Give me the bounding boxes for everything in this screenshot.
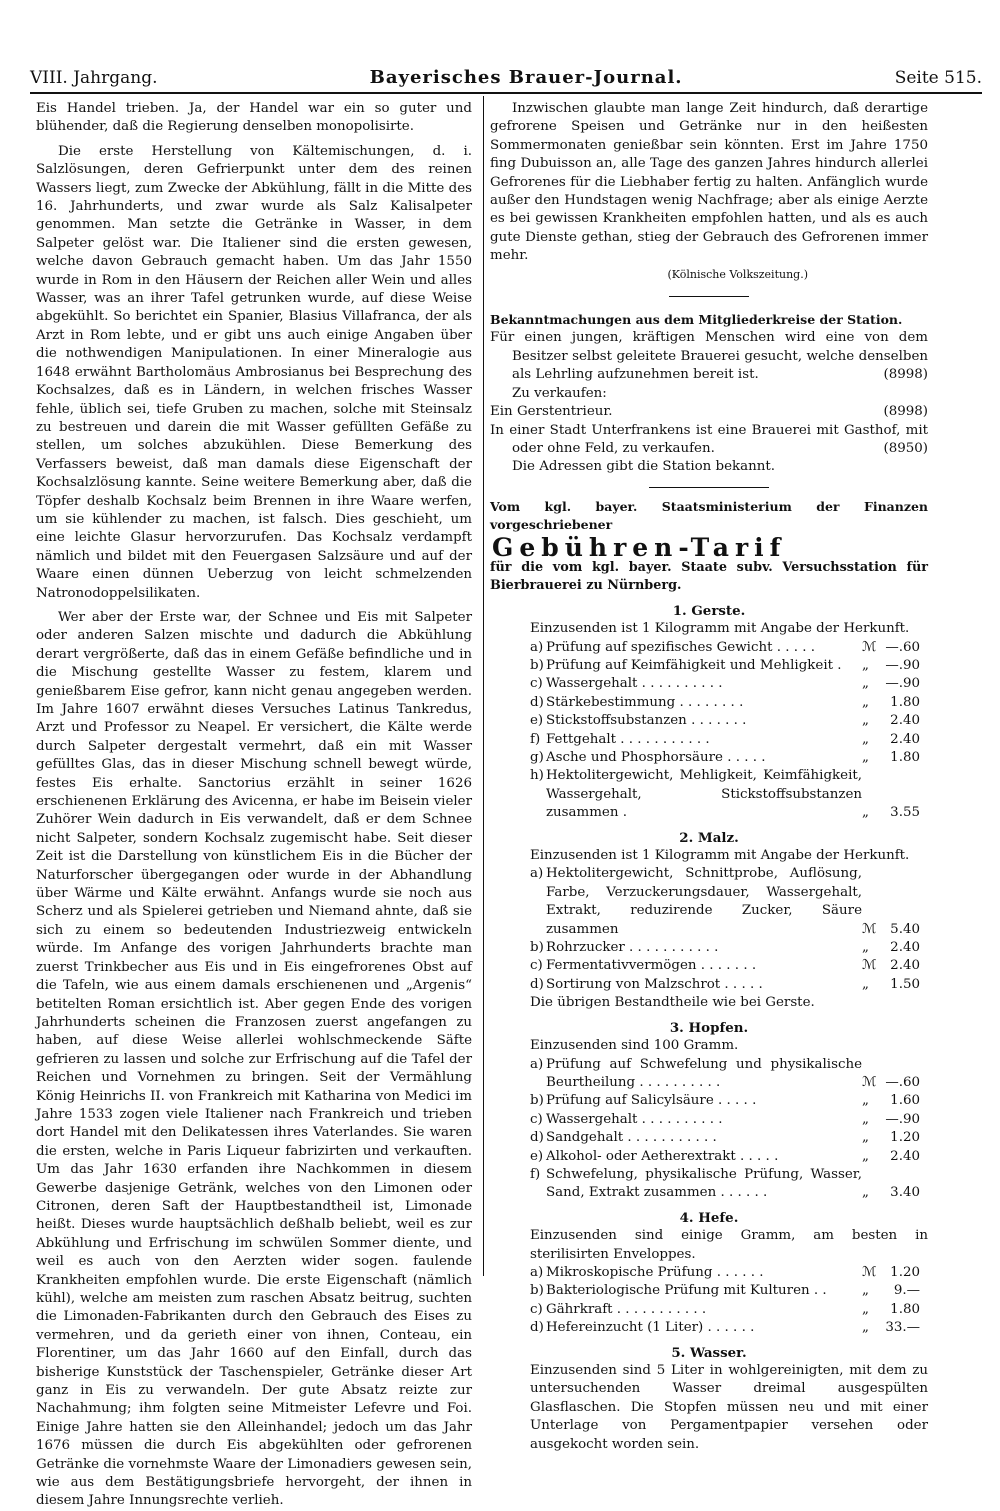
article-paragraph: Eis Handel trieben. Ja, der Handel war ein so guter und blühender, daß die Regierung denselben monopolisirte. [36, 101, 472, 135]
tarif-item-label: Gährkraft . . . . . . . . . . . [546, 1301, 707, 1317]
tarif-section-intro: Einzusenden sind 100 Gramm. [530, 1038, 739, 1054]
tarif-item [490, 767, 928, 822]
tarif-item-currency: „ [862, 1111, 869, 1127]
tarif-item [490, 976, 928, 994]
tarif-item-key: b) [530, 1283, 544, 1299]
tarif-item-key: c) [530, 958, 543, 974]
tarif-item-price: 2.40 [890, 1148, 920, 1164]
tarif-item-price: 1.80 [890, 694, 920, 710]
tarif-item-currency: „ [862, 676, 869, 692]
tarif-item-key: g) [530, 750, 544, 765]
article-source: (Kölnische Volkszeitung.) [667, 267, 808, 281]
tarif-item-label: Hefereinzucht (1 Liter) . . . . . . [546, 1320, 755, 1336]
notice-item: Für einen jungen, kräftigen Menschen wird eine von dem Besitzer selbst geleitete Brauerei gesucht, welche denselben als Lehrling aufzunehmen bereit ist. (8998) [490, 330, 928, 383]
tarif-item-currency: „ [862, 1283, 869, 1299]
tarif-item [490, 675, 928, 693]
tarif-item-price: 5.40 [890, 921, 920, 937]
tarif-item-currency: „ [862, 1185, 869, 1201]
tarif-item-key: h) [530, 768, 544, 784]
article-paragraph: Die erste Herstellung von Kältemischungen, d. i. Salzlösungen, deren Gefrierpunkt unter dem des reinen Wassers liegt, zum Zwecke der Abkühlung, fällt in die Mitte des 16. Jahrhunderts, und zwar wurde als Salz Kalisalpeter genommen. Man setzte die Getränke in Wasser, in dem Salpeter gelöst war. Die Italiener sind die ersten gewesen, welche davon Gebrauch gemacht haben. Um das Jahr 1550 wurde in Rom in den Häusern der Reichen aller Wein und alles Wasser, was an ihrer Tafel getrunken wurde, auf diese Weise abgekühlt. So berichtet ein Spanier, Blasius Villafranca, der als Arzt in Rom lebte, und er gibt uns auch einige Angaben über die nothwendigen Manipulationen. In einer Mineralogie aus 1648 erwähnt Bartholomäus Ambrosianus bei Besprechung des Kochsalzes, daß es in Ländern, in welchen frisches Wasser fehle, üblich sei, tiefe Gruben zu machen, solche mit Steinsalz zu bestreuen und darein die mit Wasser gefüllten Gefäße zu stellen, um solches abzukühlen. Diese Bemerkung des Verfassers beweist, daß man damals diese Eigenschaft der Kochsalzlösung kannte. Seine weitere Bemerkung aber, daß die Töpfer deshalb Kochsalz beim Brennen in ihre Waare werfen, um sie kühlender zu machen, ist falsch. Dies geschieht, um eine leichte Glasur hervorzurufen. Das Kochsalz verdampft nämlich und bildet mit den Feuergasen Salzsäure und auf der Waare einen dünnen Ueberzug von leicht schmelzenden Natronodoppelsilikaten. [36, 143, 472, 601]
tarif-item-currency: „ [862, 731, 869, 747]
tarif-sections [490, 602, 928, 1454]
tarif-item-key: d) [530, 976, 544, 992]
tarif-item-price: 1.60 [890, 1093, 920, 1109]
notice-item: In einer Stadt Unterfrankens ist eine Brauerei mit Gasthof, mit oder ohne Feld, zu verkaufen. (8950) [490, 422, 928, 456]
tarif-item-label: Prüfung auf Keimfähigkeit und Mehligkeit . [546, 657, 842, 673]
tarif-item-price: 1.80 [890, 1301, 920, 1317]
tarif-item-label: Alkohol- oder Aetherextrakt . . . . . [546, 1148, 779, 1164]
tarif-item-price: —.90 [885, 657, 920, 673]
tarif-item-label: Sortirung von Malzschrot . . . . . [546, 976, 763, 992]
tarif-item-label: Rohrzucker . . . . . . . . . . . [546, 940, 719, 956]
tarif-item-price: —.60 [885, 639, 920, 655]
notices-list [490, 329, 928, 476]
tarif-item [490, 1148, 928, 1166]
tarif-item-key: c) [530, 1111, 543, 1127]
tarif-item-key: a) [530, 1264, 544, 1280]
tarif-item-key: b) [530, 1093, 544, 1109]
left-column [36, 100, 472, 1511]
tarif-item-currency: ℳ [862, 958, 877, 974]
tarif-item-label: Stärkebestimmung . . . . . . . . [546, 694, 744, 710]
tarif-item-key: a) [530, 639, 544, 655]
tarif-section-intro: Einzusenden sind einige Gramm, am besten in sterilisirten Enveloppes. [530, 1228, 928, 1262]
tarif-item-label: Wassergehalt . . . . . . . . . . [546, 1111, 723, 1127]
tarif-item-label: Asche und Phosphorsäure . . . . . [546, 750, 766, 765]
separator-rule [669, 296, 749, 297]
tarif-item-label: Fettgehalt . . . . . . . . . . . [546, 731, 710, 747]
tarif-item-label: Hektolitergewicht, Schnittprobe, Auflösung, Farbe, Verzuckerungsdauer, Wassergehalt, Extrakt, reduzirende Zucker, Säure zusammen [546, 866, 862, 937]
tarif-item-price: 2.40 [890, 713, 920, 729]
separator-rule [649, 487, 769, 488]
tarif-item-price: 9.— [893, 1283, 920, 1299]
page-header [30, 56, 982, 94]
tarif-section-title: 5. Wasser. [671, 1344, 747, 1361]
tarif-item-key: c) [530, 1301, 543, 1317]
tarif-item-currency: „ [862, 976, 869, 992]
tarif-item-price: 1.20 [890, 1130, 920, 1146]
tarif-item-price: 1.20 [890, 1264, 920, 1280]
tarif-item-currency: ℳ [862, 921, 877, 937]
tarif-item [490, 1092, 928, 1110]
tarif-item-key: a) [530, 866, 544, 882]
notices-heading: Bekanntmachungen aus dem Mitgliederkreise der Station. [490, 312, 903, 328]
tarif-item-key: f) [530, 731, 541, 747]
tarif-item-label: Wassergehalt . . . . . . . . . . [546, 676, 723, 692]
tarif-item-price: —.90 [885, 1111, 920, 1127]
tarif-item [490, 1282, 928, 1300]
tarif-item-key: b) [530, 657, 544, 673]
tarif-item-key: b) [530, 940, 544, 956]
page-number: Seite 515. [894, 68, 982, 88]
tarif-item-currency: „ [862, 750, 869, 765]
tarif-item-label: Prüfung auf Salicylsäure . . . . . [546, 1093, 757, 1109]
tarif-item-currency: ℳ [862, 1264, 877, 1280]
tarif-item [490, 712, 928, 730]
tarif-item-label: Bakteriologische Prüfung mit Kulturen . . [546, 1283, 827, 1299]
tarif-section-title: 2. Malz. [679, 829, 739, 846]
notice-item: Ein Gerstentrieur. (8998) [490, 404, 928, 420]
tarif-item-key: d) [530, 1320, 544, 1336]
tarif-item-price: 2.40 [890, 958, 920, 974]
tarif-section-note: Die übrigen Bestandtheile wie bei Gerste. [530, 995, 815, 1011]
tarif-item-price: —.60 [885, 1074, 920, 1090]
tarif-item-price: 33.— [885, 1320, 920, 1336]
tarif-item-price: 3.40 [890, 1185, 920, 1201]
tarif-item-label: Hektolitergewicht, Mehligkeit, Keimfähigkeit, Wassergehalt, Stickstoffsubstanzen zusammen . [546, 768, 862, 821]
tarif-item [490, 657, 928, 675]
tarif-item-currency: „ [862, 1093, 869, 1109]
tarif-item-currency: „ [862, 1130, 869, 1146]
tarif-item [490, 1264, 928, 1282]
tarif-section-title: 1. Gerste. [672, 602, 746, 619]
tarif-item-currency: „ [862, 657, 869, 673]
tarif-section-intro: Einzusenden ist 1 Kilogramm mit Angabe der Herkunft. [530, 848, 910, 864]
tarif-item [490, 639, 928, 657]
tarif-item-currency: „ [862, 713, 869, 729]
tarif-item-price: 2.40 [890, 731, 920, 747]
tarif-item-label: Prüfung auf Schwefelung und physikalische Beurtheilung . . . . . . . . . . [546, 1056, 862, 1090]
tarif-item-key: e) [530, 713, 544, 729]
tarif-item [490, 731, 928, 749]
tarif-item-label: Stickstoffsubstanzen . . . . . . . [546, 713, 747, 729]
tarif-section-title: 3. Hopfen. [669, 1019, 749, 1036]
tarif-item [490, 1301, 928, 1319]
tarif-item-price: 2.40 [890, 940, 920, 956]
tarif-item [490, 1111, 928, 1129]
right-column [490, 100, 928, 1454]
tarif-item-currency: „ [862, 1148, 869, 1164]
tarif-item [490, 1056, 928, 1093]
notice-item: Zu verkaufen: [512, 385, 607, 401]
tarif-item-price: 1.50 [890, 976, 920, 992]
tarif-item-currency: „ [862, 1320, 869, 1336]
tarif-item-currency: ℳ [862, 1074, 877, 1090]
tarif-item [490, 865, 928, 939]
tarif-item [490, 694, 928, 712]
article-paragraph: Wer aber der Erste war, der Schnee und Eis mit Salpeter oder anderen Salzen mischte und dadurch die Abkühlung derart vergrößerte, daß das in einem Gefäße befindliche und in die Mischung gestellte Wasser zu festem, klarem und genießbarem Eise gefror, kann nicht genau angegeben werden. Im Jahre 1607 erwähnt dieses Versuches Latinus Tankredus, Arzt und Professor zu Neapel. Er versichert, die Kälte werde durch Salpeter dergestalt vermehrt, daß ein mit Wasser gefülltes Glas, das in dieser Mischung schnell bewegt würde, festes Eis erhalte. Sanctorius erzählt in seiner 1626 erschienenen Erklärung des Avicenna, er habe im Beisein vieler Zuhörer Wein dadurch in Eis verwandelt, daß er dem Schnee nicht Salpeter, sondern Kochsalz zugemischt habe. Seit dieser Zeit ist die Darstellung von künstlichem Eis in die Bücher der Naturforscher übergegangen oder wurde in der Abhandlung über Wärme und Kälte erwähnt. Anfangs wurde sie noch aus Scherz und als Spielerei getrieben und Niemand ahnte, daß sie sich zu einem so bedeutenden Industriezweig entwickeln würde. Im Anfange des vorigen Jahrhunderts brachte man zuerst Trinkbecher aus Eis und in Eis eingefrorenes Obst auf die Tafeln, wie aus einem damals erschienenen und „Argenis“ betitelten Roman ersichtlich ist. Aber gegen Ende des vorigen Jahrhunderts scheinen die Franzosen zuerst angefangen zu haben, auf diese Weise allerlei wohlschmeckende Säfte gefrieren zu lassen und solche zur Erfrischung auf die Tafel der Reichen und Vornehmen zu bringen. Seit der Vermählung König Heinrichs II. von Frankreich mit Katharina von Medici im Jahre 1533 zogen viele Italiener nach Frankreich und trieben dort Handel mit den Delikatessen ihres Vaterlandes. Sie waren die ersten, welche in Paris Liqueur fabrizirten und verkauften. Um das Jahr 1630 erfanden ihre Nachkommen in diesem Gewerbe dasjenige Getränk, welches von den Limonen oder Citronen, deren Saft der Hauptbestandtheil ist, Limonade heißt. Dieses wurde hauptsächlich deßhalb beliebt, weil es zur Abkühlung und Erfrischung im schwülen Sommer diente, und weil es auch von den Aerzten wider sogen. faulende Krankheiten empfohlen wurde. Die erste Eigenschaft (nämlich kühl), welche am meisten zum raschen Absatz beitrug, suchten die Limonaden-Fabrikanten durch den Gebrauch des Eises zu vermehren, und da gerieth einer von ihnen, Conteau, ein Florentiner, um das Jahr 1660 auf den Einfall, durch das bisherige Kunststück der Taschenspieler, Getränke dieser Art ganz in Eis zu verwandeln. Der gute Absatz reizte zur Nachahmung; ihm folgten seine Mitmeister Lefevre und Foi. Einige Jahre hatten sie den Alleinhandel; jedoch um das Jahr 1676 müssen die durch Eis abgekühlten oder gefrorenen Getränke die vornehmste Waare der Limonadiers gewesen sein, wie aus dem Bestätigungsbriefe hervorgeht, der ihnen in diesem Jahre Innungsrechte verlieh. [36, 609, 472, 1509]
tarif-item-key: e) [530, 1148, 544, 1164]
tarif-item-price: 1.80 [890, 750, 920, 765]
tarif-item-key: a) [530, 1056, 544, 1072]
tarif-item [490, 1166, 928, 1203]
article-paragraph: Inzwischen glaubte man lange Zeit hindurch, daß derartige gefrorene Speisen und Getränke nur in den heißesten Sommermonaten genießbar sein könnten. Erst im Jahre 1750 fing Dubuisson an, alle Tage des ganzen Jahres hindurch allerlei Gefrorenes für die Liebhaber fertig zu halten. Anfänglich wurde außer den Hundstagen wenig Nachfrage; aber als einige Aerzte es bei gewissen Krankheiten empfohlen hatten, und als es auch gute Dienste gethan, stieg der Gebrauch des Gefrorenen immer mehr. [490, 101, 928, 264]
tarif-item-currency: „ [862, 1301, 869, 1317]
tarif-subtitle: für die vom kgl. bayer. Staate subv. Versuchsstation für Bierbrauerei zu Nürnberg. [490, 559, 928, 594]
tarif-item-label: Sandgehalt . . . . . . . . . . . [546, 1130, 717, 1146]
tarif-section-intro: Einzusenden ist 1 Kilogramm mit Angabe der Herkunft. [530, 621, 910, 637]
tarif-item-key: f) [530, 1166, 541, 1182]
tarif-item-price: —.90 [885, 676, 920, 692]
tarif-item [490, 1129, 928, 1147]
tarif-item-label: Fermentativvermögen . . . . . . . [546, 958, 757, 974]
tarif-item-label: Mikroskopische Prüfung . . . . . . [546, 1264, 764, 1280]
tarif-item [490, 957, 928, 975]
tarif-item-currency: „ [862, 940, 869, 956]
journal-title: Bayerisches Brauer-Journal. [369, 67, 683, 88]
notices-footer: Die Adressen gibt die Station bekannt. [512, 459, 776, 475]
volume-label: VIII. Jahrgang. [30, 68, 158, 88]
tarif-item [490, 749, 928, 767]
tarif-item-label: Schwefelung, physikalische Prüfung, Wasser, Sand, Extrakt zusammen . . . . . . [546, 1166, 862, 1201]
tarif-item-key: c) [530, 676, 543, 692]
column-divider [483, 96, 484, 1276]
tarif-item-key: d) [530, 694, 544, 710]
tarif-item-label: Prüfung auf spezifisches Gewicht . . . . . [546, 639, 816, 655]
tarif-title: Gebühren-Tarif [492, 532, 787, 562]
tarif-item-currency: ℳ [862, 639, 877, 655]
tarif-section-title: 4. Hefe. [679, 1209, 739, 1226]
tarif-preamble: Vom kgl. bayer. Staatsministerium der Finanzen vorgeschriebener [490, 498, 928, 533]
tarif-item-price: 3.55 [890, 805, 920, 821]
tarif-item [490, 939, 928, 957]
tarif-item-currency: „ [862, 694, 869, 710]
tarif-section-intro: Einzusenden sind 5 Liter in wohlgereinigten, mit dem zu untersuchenden Wasser dreimal ausgespülten Glasflaschen. Die Stopfen müssen neu und mit einer Unterlage von Pergamentpapier versehen oder ausgekocht worden sein. [530, 1363, 928, 1452]
tarif-item-key: d) [530, 1130, 544, 1146]
tarif-item-currency: „ [862, 805, 869, 821]
